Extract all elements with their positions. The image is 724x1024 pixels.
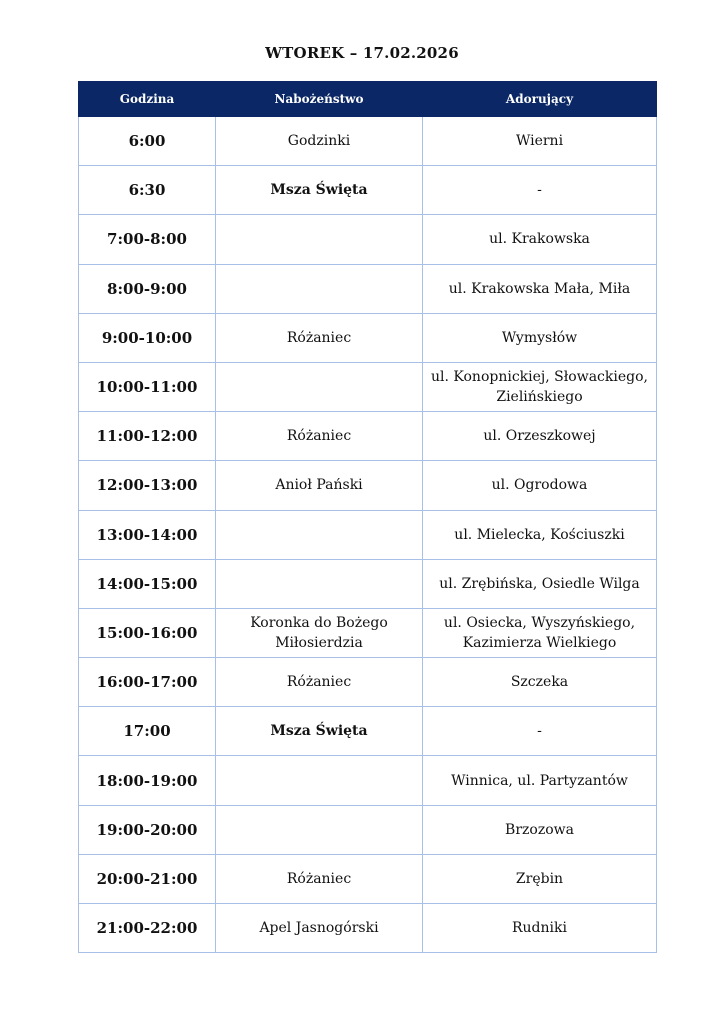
adorers-cell: ul. Zrębińska, Osiedle Wilga [423,559,657,608]
page-title: WTOREK – 17.02.2026 [265,44,459,62]
table-row [79,854,657,903]
adorers-cell: ul. Krakowska Mała, Miła [423,264,657,313]
table-row [79,510,657,559]
table-row [79,313,657,362]
service-cell: Różaniec [216,658,423,707]
table-row [79,904,657,953]
time-cell: 10:00-11:00 [79,362,216,411]
service-cell: Msza Święta [216,166,423,215]
table-row [79,215,657,264]
time-cell: 16:00-17:00 [79,658,216,707]
header-row [79,82,657,117]
table-row [79,658,657,707]
adorers-cell: Wierni [423,117,657,166]
adorers-cell: Szczeka [423,658,657,707]
adorers-cell: Brzozowa [423,805,657,854]
time-cell: 8:00-9:00 [79,264,216,313]
service-cell: Różaniec [216,412,423,461]
table-row [79,756,657,805]
adorers-cell: ul. Osiecka, Wyszyńskiego, Kazimierza Wielkiego [423,608,657,657]
service-cell: Różaniec [216,854,423,903]
time-cell: 17:00 [79,707,216,756]
time-cell: 21:00-22:00 [79,904,216,953]
header-service: Nabożeństwo [216,82,423,117]
time-cell: 9:00-10:00 [79,313,216,362]
table-body [79,117,657,953]
time-cell: 14:00-15:00 [79,559,216,608]
table-row [79,461,657,510]
table-row [79,166,657,215]
header-adorers: Adorujący [423,82,657,117]
service-cell [216,805,423,854]
time-cell: 15:00-16:00 [79,608,216,657]
adorers-cell: - [423,707,657,756]
table-header [79,82,657,117]
service-cell [216,264,423,313]
service-cell [216,510,423,559]
service-cell: Różaniec [216,313,423,362]
adorers-cell: ul. Mielecka, Kościuszki [423,510,657,559]
time-cell: 6:00 [79,117,216,166]
time-cell: 7:00-8:00 [79,215,216,264]
table-row [79,412,657,461]
schedule-table [78,81,657,953]
adorers-cell: ul. Ogrodowa [423,461,657,510]
time-cell: 20:00-21:00 [79,854,216,903]
time-cell: 18:00-19:00 [79,756,216,805]
time-cell: 12:00-13:00 [79,461,216,510]
adorers-cell: ul. Krakowska [423,215,657,264]
table-row [79,707,657,756]
time-cell: 19:00-20:00 [79,805,216,854]
adorers-cell: - [423,166,657,215]
service-cell [216,559,423,608]
time-cell: 13:00-14:00 [79,510,216,559]
adorers-cell: Zrębin [423,854,657,903]
service-cell: Msza Święta [216,707,423,756]
adorers-cell: Wymysłów [423,313,657,362]
time-cell: 11:00-12:00 [79,412,216,461]
service-cell [216,215,423,264]
adorers-cell: ul. Orzeszkowej [423,412,657,461]
adorers-cell: ul. Konopnickiej, Słowackiego, Zielińskiego [423,362,657,411]
service-cell [216,756,423,805]
service-cell: Anioł Pański [216,461,423,510]
table-row [79,559,657,608]
time-cell: 6:30 [79,166,216,215]
header-time: Godzina [79,82,216,117]
service-cell [216,362,423,411]
table-row [79,362,657,411]
service-cell: Koronka do Bożego Miłosierdzia [216,608,423,657]
table-row [79,117,657,166]
table-row [79,264,657,313]
table-row [79,805,657,854]
service-cell: Apel Jasnogórski [216,904,423,953]
table-row [79,608,657,657]
service-cell: Godzinki [216,117,423,166]
adorers-cell: Rudniki [423,904,657,953]
adorers-cell: Winnica, ul. Partyzantów [423,756,657,805]
